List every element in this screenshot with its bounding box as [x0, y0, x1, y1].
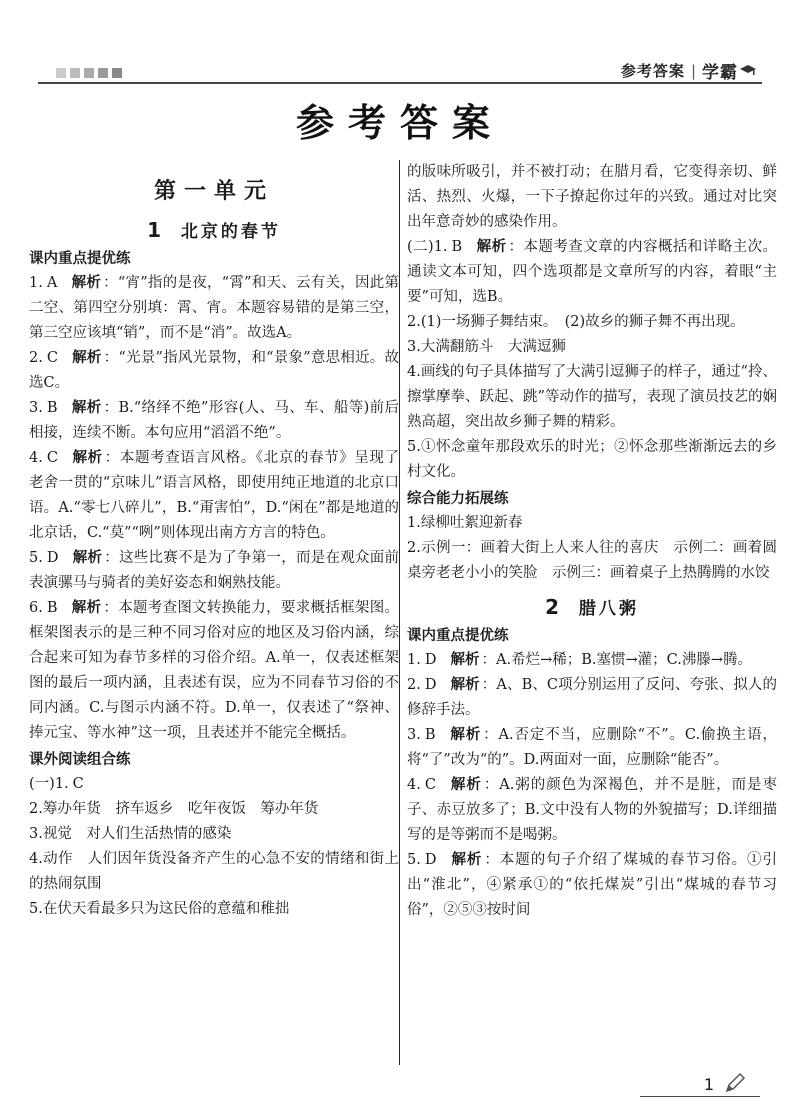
analysis-tag: 解析 [449, 777, 482, 793]
answer-text: 视觉 对人们生活热情的感染 [42, 826, 232, 842]
footer-rule [640, 1096, 760, 1097]
header-answer-text: 参考答案 [620, 62, 685, 80]
question-number: 3. [407, 727, 421, 743]
answer-choice: D [46, 550, 59, 566]
section-heading: 课外阅读组合练 [29, 752, 131, 768]
left-column [29, 160, 399, 922]
graduation-cap-icon [740, 64, 756, 78]
answer-entry: 4. C 解析 ：本题考查语言风格。《北京的春节》呈现了老舍一贯的“京味儿”语言风格，即使用纯正地道的北京口语。A.“零七八碎儿”，B.“甭害怕”，D.“闲在”都是地道的北京话，C.“莫”“咧”则体现出南方方言的特色。 [29, 450, 400, 541]
answer-choice: D [424, 852, 437, 868]
answer-entry: 1. A 解析 ：“宵”指的是夜，“霄”和天、云有关，因此第二空、第四空分别填：霄、宵。本题容易错的是第三空，第三空应该填“销”，而不是“消”。故选A。 [29, 275, 400, 341]
header-decoration [56, 68, 122, 78]
question-number: 3. [29, 826, 43, 842]
answer-entry [407, 310, 777, 335]
analysis-tag: 解析 [71, 350, 102, 366]
answer-choice: A [46, 275, 58, 291]
answer-text: ①怀念童年那段欢乐的时光；②怀念那些渐渐远去的乡村文化。 [407, 439, 777, 480]
answer-entry [29, 897, 399, 922]
section-heading: 课内重点提优练 [407, 628, 509, 644]
answer-choice: B [451, 239, 463, 255]
answer-text: A.希烂→稀；B.塞惯→灌；C.沸滕→腾。 [495, 652, 752, 668]
answer-text: 本题的句子介绍了煤城的春节习俗。①引出“淮北”，④紧承①的“依托煤炭”引出“煤城的春节习俗”，②⑤③按时间 [407, 852, 777, 918]
answer-choice: B [424, 727, 436, 743]
lesson-name: 腊八粥 [578, 599, 639, 619]
analysis-tag: 解析 [450, 652, 480, 668]
analysis-tag: 解析 [450, 852, 483, 868]
question-number: 1. [407, 515, 421, 531]
answer-choice: C [72, 776, 84, 792]
answer-text: “宵”指的是夜，“霄”和天、云有关，因此第二空、第四空分别填：霄、宵。本题容易错的是第三空，第三空应该填“销”，而不是“消”。故选A。 [29, 275, 400, 341]
question-number: (一)1. [29, 776, 69, 792]
header-label [621, 58, 756, 83]
answer-text: 本题考查语言风格。《北京的春节》呈现了老舍一贯的“京味儿”语言风格，即使用纯正地道的北京口语。A.“零七八碎儿”，B.“甭害怕”，D.“闲在”都是地道的北京话，C.“莫”“咧”则体现出南方方言的特色。 [29, 450, 400, 541]
lesson-name: 北京的春节 [180, 222, 281, 242]
answer-entry: 5. D 解析 ：这些比赛不是为了争第一，而是在观众面前表演骡马与骑者的美好姿态和娴熟技能。 [29, 550, 400, 591]
question-number: 1. [407, 652, 421, 668]
question-number: 3. [407, 339, 421, 355]
lesson-title [29, 217, 399, 242]
answer-text: A、B、C项分别运用了反问、夸张、拟人的修辞手法。 [407, 677, 778, 718]
analysis-tag: 解析 [476, 239, 507, 255]
question-number: 5. [407, 852, 421, 868]
answer-entry [29, 772, 399, 797]
answer-entry: 4. C 解析 ：A.粥的颜色为深褐色，并不是脏，而是枣子、赤豆放多了；B.文中没有人物的外貌描写；D.详细描写的是等粥而不是喝粥。 [407, 777, 777, 843]
answer-text: A.粥的颜色为深褐色，并不是脏，而是枣子、赤豆放多了；B.文中没有人物的外貌描写；D.详细描写的是等粥而不是喝粥。 [407, 777, 777, 843]
answer-choice: D [424, 652, 437, 668]
question-number: 5. [29, 550, 43, 566]
answer-choice: B [46, 600, 58, 616]
answer-text: 示例一：画着大街上人来人往的喜庆 示例二：画着圆桌旁老老小小的笑脸 示例三：画着桌子上热腾腾的水饺 [407, 540, 777, 581]
lesson-title-2 [407, 594, 777, 619]
page-title: 参考答案 [295, 101, 504, 145]
pencil-icon [724, 1072, 746, 1094]
question-number: 4. [29, 851, 43, 867]
question-number: 2. [29, 350, 43, 366]
question-number: 5. [29, 901, 43, 917]
answer-choice: C [46, 450, 58, 466]
continuation-text: 的版味所吸引，并不被打动；在腊月看，它变得亲切、鲜活、热烈、火爆，一下子撩起你过年的兴致。通过对比突出年意奇妙的感染作用。 [407, 164, 777, 230]
section-heading: 课内重点提优练 [29, 251, 131, 267]
question-number: 2. [29, 801, 43, 817]
answer-entry: (二)1. B 解析 ：本题考查文章的内容概括和详略主次。通读文本可知，四个选项都是文章所写的内容，着眼“主要”可知，选B。 [407, 239, 778, 305]
question-number: 3. [29, 400, 43, 416]
answer-text: 大满翻筋斗 大满逗狮 [420, 339, 566, 355]
answer-entry [407, 536, 777, 586]
analysis-tag: 解析 [450, 677, 480, 693]
column-divider [399, 160, 400, 1065]
answer-choice: B [46, 400, 58, 416]
question-number: 2. [407, 540, 421, 556]
answer-entry: 2. C 解析 ：“光景”指风光景物，和“景象”意思相近。故选C。 [29, 350, 400, 391]
answer-entry [29, 822, 399, 847]
answer-text: 绿柳吐絮迎新春 [420, 515, 523, 531]
answer-choice: C [424, 777, 436, 793]
header-separator: | [690, 61, 696, 80]
unit-title: 第一单元 [153, 179, 274, 204]
answer-text: 本题考查文章的内容概括和详略主次。通读文本可知，四个选项都是文章所写的内容，着眼“主要”可知，选B。 [407, 239, 778, 305]
analysis-tag: 解析 [72, 550, 103, 566]
section-heading: 综合能力拓展练 [407, 491, 509, 507]
answer-entry [407, 435, 777, 485]
right-sections-a [407, 235, 777, 586]
answer-text: 本题考查图文转换能力，要求概括框架图。框架图表示的是三种不同习俗对应的地区及习俗内涵，综合起来可知为春节多样的习俗介绍。A.单一，仅表述框架图的最后一项内涵，且表述有误，应为不同春节习俗的不同内涵。C.与图示内涵不符。D.单一，仅表述了“祭神、捧元宝、等水神”这一项，且表述并不能完全概括。 [29, 600, 400, 741]
answer-entry [407, 511, 777, 536]
lesson-number: 1 [147, 218, 161, 242]
answer-entry: 2. D 解析 ：A、B、C项分别运用了反问、夸张、拟人的修辞手法。 [407, 677, 778, 718]
answer-entry: 6. B 解析 ：本题考查图文转换能力，要求概括框架图。框架图表示的是三种不同习俗对应的地区及习俗内涵，综合起来可知为春节多样的习俗介绍。A.单一，仅表述框架图的最后一项内涵，且表述有误，应为不同春节习俗的不同内涵。C.与图示内涵不符。D.单一，仅表述了“祭神、捧元宝、等水神”这一项，且表述并不能完全概括。 [29, 600, 400, 741]
right-column [407, 160, 777, 923]
question-number: 5. [407, 439, 421, 455]
answer-entry: 3. B 解析 ：B.“络绎不绝”形容(人、马、车、船等)前后相接，连续不断。本句应用“滔滔不绝”。 [29, 400, 400, 441]
answer-entry: 1. D 解析 ：A.希烂→稀；B.塞惯→灌；C.沸滕→腾。 [407, 652, 752, 668]
question-number: 4. [29, 450, 43, 466]
answer-entry [407, 335, 777, 360]
answer-entry: 3. B 解析 ：A.否定不当，应删除“不”。C.偷换主语，将“了”改为“的”。D.两面对一面，应删除“能否”。 [407, 727, 778, 768]
page-number: 1 [703, 1075, 714, 1094]
question-number: 6. [29, 600, 43, 616]
answer-text: 这些比赛不是为了争第一，而是在观众面前表演骡马与骑者的美好姿态和娴熟技能。 [29, 550, 400, 591]
brand-logo: 学霸 [702, 63, 738, 83]
question-number: 2. [407, 314, 421, 330]
right-sections-b [407, 625, 777, 923]
page-header [38, 58, 762, 88]
answer-entry [29, 847, 399, 897]
answer-text: A.否定不当，应删除“不”。C.偷换主语，将“了”改为“的”。D.两面对一面，应删除“能否”。 [407, 727, 778, 768]
analysis-tag: 解析 [71, 275, 102, 291]
analysis-tag: 解析 [71, 400, 102, 416]
answer-entry [407, 360, 777, 435]
analysis-tag: 解析 [71, 600, 102, 616]
left-sections [29, 248, 399, 922]
answer-text: 画线的句子具体描写了大满引逗狮子的样子，通过“拎、擦掌摩拳、跃起、跳”等动作的描写，表现了演员技艺的娴熟高超，突出故乡狮子舞的精彩。 [407, 364, 777, 430]
header-rule [38, 82, 762, 84]
answer-text: (1)一场狮子舞结束。 (2)故乡的狮子舞不再出现。 [420, 314, 745, 330]
answer-text: 筹办年货 挤车返乡 吃年夜饭 筹办年货 [42, 801, 319, 817]
question-number: (二)1. [407, 239, 448, 255]
analysis-tag: 解析 [449, 727, 482, 743]
answer-text: “光景”指风光景物，和“景象”意思相近。故选C。 [29, 350, 400, 391]
question-number: 4. [407, 777, 421, 793]
analysis-tag: 解析 [71, 450, 103, 466]
answer-entry: 5. D 解析 ：本题的句子介绍了煤城的春节习俗。①引出“淮北”，④紧承①的“依托煤炭”引出“煤城的春节习俗”，②⑤③按时间 [407, 852, 777, 918]
lesson-number: 2 [545, 595, 559, 619]
answer-text: 在伏天看最多只为这民俗的意蕴和稚拙 [42, 901, 290, 917]
answer-choice: D [424, 677, 437, 693]
answer-choice: C [46, 350, 58, 366]
answer-entry [29, 797, 399, 822]
question-number: 1. [29, 275, 43, 291]
answer-text: 动作 人们因年货没备齐产生的心急不安的情绪和街上的热闹氛围 [29, 851, 399, 892]
question-number: 2. [407, 677, 421, 693]
question-number: 4. [407, 364, 421, 380]
answer-text: B.“络绎不绝”形容(人、马、车、船等)前后相接，连续不断。本句应用“滔滔不绝”。 [29, 400, 400, 441]
